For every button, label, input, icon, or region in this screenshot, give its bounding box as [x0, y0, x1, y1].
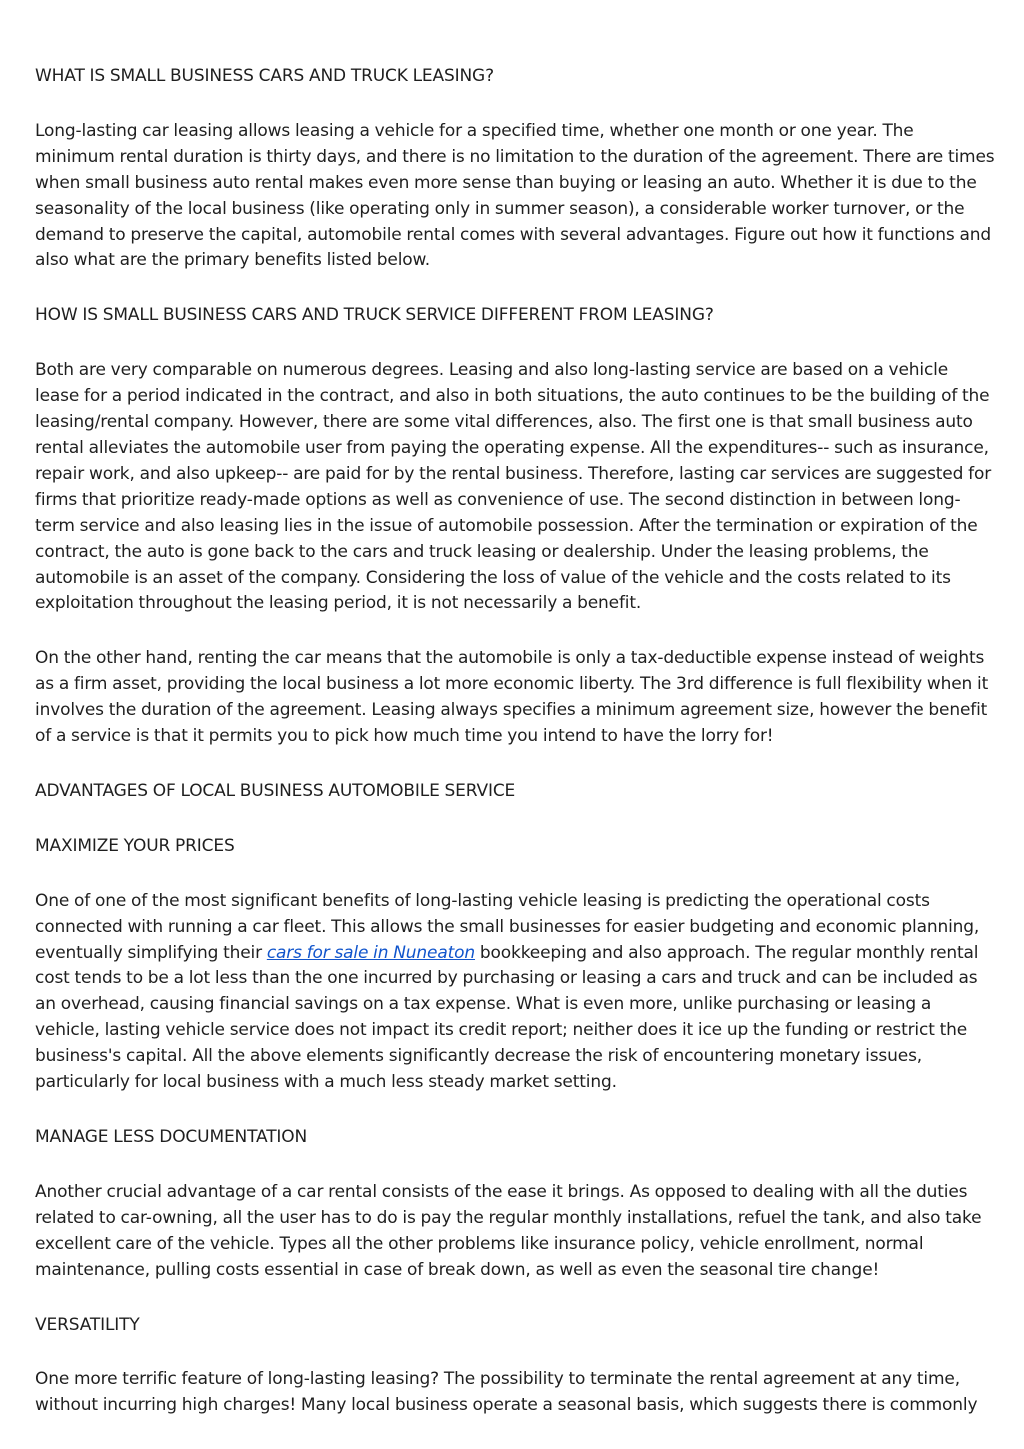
paragraph-renting-benefits: On the other hand, renting the car means that the automobile is only a tax-deductible expense instead of weights as a firm asset, providing the local business a lot more economic liberty. The 3rd difference is full flexibility when it involves the duration of the agreement. Leasing always specifies a minimum agreement size, however the benefit of a service is that it permits you to pick how much time you intend to have the lorry for!: [35, 648, 989, 747]
paragraph-leasing-intro: Long-lasting car leasing allows leasing a vehicle for a specified time, whether one month or one year. The minimum rental duration is thirty days, and there is no limitation to the duration of the agreement. There are times when small business auto rental makes even more sense than buying or leasing an auto. Whether it is due to the seasonality of the local business (like operating only in summer season), a considerable worker turnover, or the demand to preserve the capital, automobile rental comes with several advantages. Figure out how it functions and also what are the primary benefits listed below.: [35, 120, 995, 271]
cars-for-sale-link[interactable]: cars for sale in Nuneaton: [266, 942, 476, 963]
paragraph-comparison: Both are very comparable on numerous degrees. Leasing and also long-lasting service are based on a vehicle lease for a period indicated in the contract, and also in both situations, the auto continues to be the building of the leasing/rental company. However, there are some vital differences, also. The first one is that small business auto rental alleviates the automobile user from paying the operating expense. All the expenditures-- such as insurance, repair work, and also upkeep-- are paid for by the rental business. Therefore, lasting car services are suggested for firms that prioritize ready-made options as well as convenience of use. The second distinction in between long-term service and also leasing lies in the issue of automobile possession. After the termination or expiration of the contract, the auto is gone back to the cars and truck leasing or dealership. Under the leasing problems, the automobile is an asset of the company. Considering the loss of value of the vehicle and the costs related to its exploitation throughout the leasing period, it is not necessarily a benefit.: [35, 360, 992, 614]
heading-advantages: ADVANTAGES OF LOCAL BUSINESS AUTOMOBILE SERVICE: [35, 780, 516, 801]
paragraph-ease: Another crucial advantage of a car rental consists of the ease it brings. As opposed to dealing with all the duties related to car-owning, all the user has to do is pay the regular monthly installations, refuel the tank, and also take excellent care of the vehicle. Types all the other problems like insurance policy, vehicle enrollment, normal maintenance, pulling costs essential in case of break down, as well as even the seasonal tire change!: [35, 1181, 982, 1280]
heading-maximize-prices: MAXIMIZE YOUR PRICES: [35, 835, 235, 856]
paragraph-flexibility: One more terrific feature of long-lasting leasing? The possibility to terminate the rental agreement at any time, without incurring high charges! Many local business operate a seasonal basis, which suggests there is commonly: [35, 1369, 978, 1416]
heading-service-vs-leasing: HOW IS SMALL BUSINESS CARS AND TRUCK SERVICE DIFFERENT FROM LEASING?: [35, 305, 714, 326]
paragraph-costs-after: bookkeeping and also approach. The regular monthly rental cost tends to be a lot less than the one incurred by purchasing or leasing a cars and truck and can be included as an overhead, causing financial savings on a tax expense. What is even more, unlike purchasing or leasing a vehicle, lasting vehicle service does not impact its credit report; neither does it ice up the funding or restrict the business's capital. All the above elements significantly decrease the risk of encountering monetary issues, particularly for local business with a much less steady market setting.: [35, 942, 979, 1093]
paragraph-costs: [35, 889, 997, 1096]
paragraph-costs-before: One of one of the most significant benefits of long-lasting vehicle leasing is predicting the operational costs connected with running a car fleet. This allows the small businesses for easier budgeting and economic planning, eventually simplifying their: [35, 890, 980, 963]
heading-versatility: VERSATILITY: [35, 1314, 140, 1335]
heading-what-is-leasing: WHAT IS SMALL BUSINESS CARS AND TRUCK LEASING?: [35, 66, 494, 86]
document-body: [35, 64, 997, 1448]
heading-less-documentation: MANAGE LESS DOCUMENTATION: [35, 1127, 308, 1147]
